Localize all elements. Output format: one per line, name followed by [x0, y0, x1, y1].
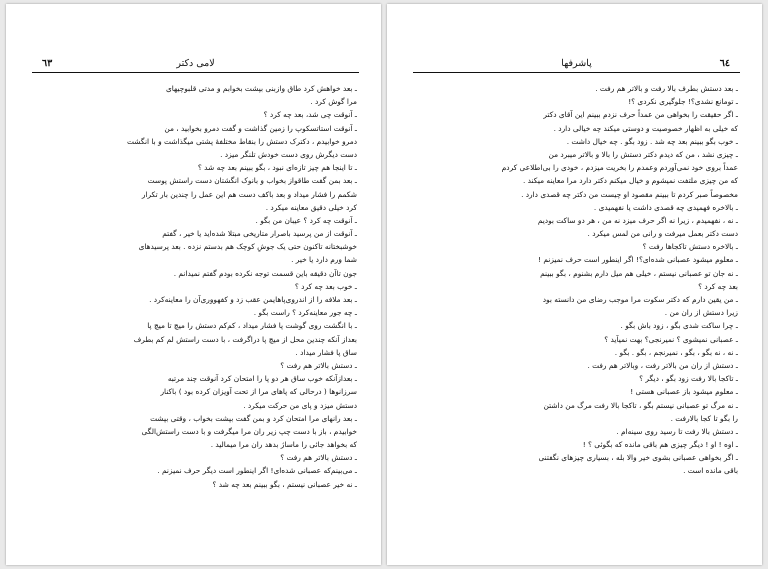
text-line: دستش میزد و پای من حرکت میکرد .: [243, 400, 357, 410]
page-number: ٦٤: [719, 58, 730, 69]
text-line: ـ آنوقت استاتسکوپ را زمین گذاشت و گفت دمرو بخوابید ، من: [164, 123, 357, 133]
text-line: ـ تا اینجا هم چیز تازه‌ای نبود ، بگو ببینم بعد چه شد ؟: [197, 163, 357, 173]
text-line: ـ نه ، نفهمیدم ، زیرا نه اگر حرف میزد نه من ، هر دو ساکت بودیم: [537, 215, 738, 225]
page-header: [413, 58, 740, 73]
text-line: را بگو تا کجا بالارفت .: [670, 413, 738, 423]
page-number: ٦٣: [42, 58, 53, 69]
text-line: ـ خوب بگو ببینم بعد چه شد . زود بگو . چه خیال داشت .: [566, 136, 738, 146]
text-line: مرا گوش کرد .: [310, 97, 357, 107]
text-line: ساق پا فشار میداد .: [295, 347, 357, 357]
text-line: ـ می‌بینم‌که عصبانی شده‌ای! اگر اینطور است دیگر حرف نمیزنم .: [157, 466, 357, 476]
text-line: ـ بعد رانهای مرا امتحان کرد و بمن گفت بپشت بخواب ، وقتی بپشت: [150, 413, 357, 423]
text-line: ـ بالاخره دستش تاکجاها رفت ؟: [642, 242, 738, 252]
running-title: لامی دکتر: [176, 58, 215, 69]
text-line: خوشبختانه تاکنون حتی یک جوشِ کوچک هم بدستم نزده . بعد پرسیدها‌ی: [138, 242, 357, 252]
page-header: [32, 58, 359, 73]
text-line: که خیلی به اظهار خصوصیت و دوستی میکند چه خیالی دارد .: [553, 123, 738, 133]
text-line: ـ دستش بالاتر هم رفت ؟: [280, 360, 357, 370]
text-line: ـ بالاخره فهمیدی چه قصدی داشت یا نفهمیدی .: [593, 202, 738, 212]
text-line: ـ عصبانی نمیشوی ؟ نمیرنجی؟ بهت نمیآید ؟: [604, 334, 738, 344]
text-line: شکمم را فشار میداد و بعد باکف دست هم این عمل را چندین بار تکرار: [141, 189, 357, 199]
text-line: بعداز آنکه چندین محل از میچ پا دراگرفت ، با دست راستش لم کم بطرف: [133, 334, 357, 344]
text-line: بعد چه کرد ؟: [698, 281, 738, 291]
text-line: ـ اوه ! او ! دیگر چیزی هم باقی مانده که بگوئی ؟ !: [582, 440, 738, 450]
text-line: ـ نه مرگ تو عصبانی نیستم بگو ، تاکجا بالا رفت مرگ من داشتن: [543, 400, 738, 410]
text-line: دست دیگرش روی دست خودش تلنگر میزد .: [220, 149, 357, 159]
text-line: ـ دستش از ران من بالاتر رفت ، وبالاتر هم رفت .: [587, 360, 738, 370]
text-line: که من چیزی ملتفت نمیشوم و خیال میکنم دکتر دارد مرا معاینه میکند .: [522, 176, 738, 186]
text-line: ـ من یقین دارم که دکتر سکوت مرا موجب رضای من دانسته بود: [542, 295, 738, 304]
text-line: کرد خیلی دقیق معاینه میکرد .: [265, 202, 357, 212]
text-line: ـ نه خیر عصبانی نیستم ، بگو ببینم بعد چه شد ؟: [212, 479, 357, 489]
text-line: ـ با انگشت روی گوشت پا فشار میداد ، کم‌کم دستش را میچ تا میچ پا: [147, 321, 357, 331]
text-line: ـ آنوقت چی شد، بعد چه کرد ؟: [263, 110, 357, 120]
text-line: که بخواهد جائی را ماساژ بدهد ران مرا میمالید .: [210, 440, 357, 450]
text-line: ـ بعد بمن گفت طاقواز بخواب و بانوک انگشتان دست راستش پوست: [147, 176, 357, 186]
text-line: جون تاآن دقیقه باین قسمت توجه نکرده بودم گفتم نمیدانم .: [173, 268, 357, 278]
text-line: ـ نه جان تو عصبانی نیستم ، خیلی هم میل دارم بشنوم ، بگو ببینم: [540, 268, 738, 278]
text-line: ـ آنوقت چه کرد ؟ عیبان من بگو .: [255, 215, 357, 225]
running-title: پاشرفها: [561, 58, 592, 69]
text-line: خوابیدم ، باز با دست چپ زیر ران مرا میگرفت و با دست راستش‌الگی: [141, 426, 357, 436]
text-line: ـ بعدازآنکه خوب ساق هر دو پا را امتحان کرد آنوقت چند مرتبه: [167, 374, 357, 384]
text-line: باقی مانده است .: [683, 466, 738, 476]
text-line: ـ تاکجا بالا رفت زود بگو ، دیگر ؟: [639, 374, 738, 384]
page-body-text: [34, 82, 357, 491]
text-line: ـ معلوم میشود باز عصبانی هستی !: [630, 387, 738, 397]
text-line: ـ چرا ساکت شدی بگو ، زود باش بگو .: [620, 321, 738, 331]
page-body-text: [415, 82, 738, 478]
left-book-page: [6, 4, 381, 565]
text-line: دمرو خوابیدم ، دکترک دستش را بنقاط مختلفهٔ پشتی میگذاشت و با انگشت: [127, 136, 357, 146]
text-line: ـ چه جور معاینه‌کرد ؟ راست بگو .: [253, 308, 357, 318]
text-line: مخصوصاً صبر کردم تا ببینم مقصود او چیست من دکتر چه قصدی دارد .: [521, 189, 738, 199]
text-line: ـ دستش بالاتر هم رفت ؟: [280, 453, 357, 463]
text-line: ـ اگر حقیقت را بخواهی من عمداً حرف نزدم ببینم این آقای دکتر: [543, 110, 738, 120]
text-line: ـ آنوقت از من پرسید باصرار متاریخی مبتلا شده‌اید یا خیر ، گفتم: [162, 229, 357, 239]
text-line: ـ چیزی نشد ، من که دیدم دکتر دستش را بالا و بالاتر میبرد من: [548, 149, 738, 159]
text-line: دست دکتر بعمل میرفت و رانی من لمس میکرد .: [587, 229, 738, 239]
right-book-page: [387, 4, 762, 565]
text-line: ـ بعد ملافه را از اندروی‌پاهایمن عقب زد و کفهووری‌آن را معاینه‌کرد .: [149, 295, 357, 304]
text-line: شما ورم دارد یا خیر .: [291, 255, 357, 265]
text-line: عمداً بروی خود نمی‌آوردم وعمدم را بخریت میزدم ، خودی را بی‌اطلاعی کردم: [501, 163, 738, 173]
text-line: ـ بعد دستش بطرف بالا رفت و بالاتر هم رفت .: [595, 84, 738, 93]
text-line: زیرا دستش از ران من .: [664, 308, 738, 318]
text-line: سرزانوها ( درحالی که پاهای مرا از تحت آویزان کرده بود ) باکنار: [160, 387, 357, 397]
text-line: ـ نه ، نه بگو ، بگو ، نمیرنجم ، بگو . بگو .: [614, 347, 738, 357]
text-line: ـ اگر بخواهی عصبانی بشوی خیر والا بله ، بسیاری چیزهای نگفتنی: [538, 453, 738, 463]
text-line: ـ معلوم میشود عصبانی شده‌ای؟! اگر اینطور است حرف نمیزنم !: [538, 255, 738, 265]
text-line: ـ دستش بالا رفت تا رسید روی سینه‌ام .: [616, 426, 738, 436]
text-line: ـ بعد خواهش کرد طاق وازبنی بپشت بخوابم و مدتی قلبوچیهای: [165, 84, 357, 93]
text-line: ـ خوب بعد چه کرد ؟: [294, 281, 357, 291]
text-line: ـ تومانع نشدی؟! جلوگیری نکردی ؟!: [628, 97, 738, 107]
